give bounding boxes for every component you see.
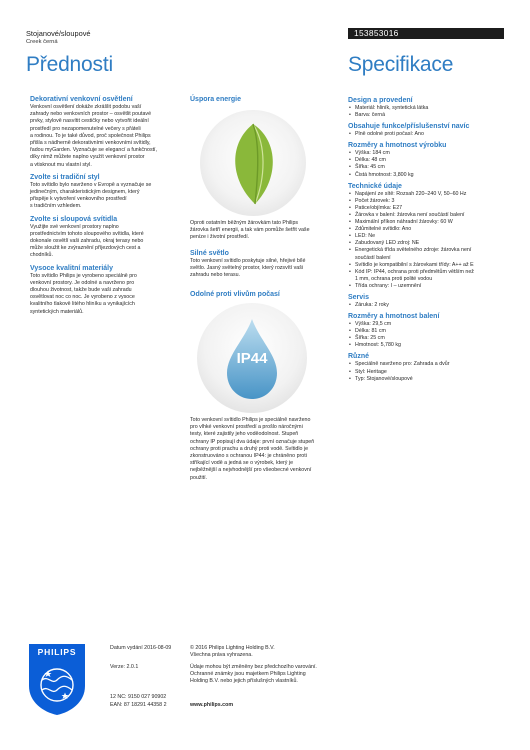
feature-text <box>30 224 180 260</box>
text-line: Toto svítidlo Philips je vyrobeno speciálně pro <box>30 272 137 279</box>
feature-text <box>30 182 180 211</box>
text-line: díky nimž můžete naplno využít venkovní prostor <box>30 154 145 161</box>
spec-item: • Záruka: 2 roky <box>348 302 504 309</box>
text-line: přišla s nádherně dekorativními venkovními svítidly, <box>30 140 151 147</box>
spec-item-continued: součástí balení <box>355 254 391 261</box>
spec-item: • Čistá hmotnost: 3,800 kg <box>348 172 504 179</box>
footer-version: Verze: 2.0.1 <box>110 664 139 670</box>
features-column-1 <box>30 95 180 320</box>
text-line: a vtisknout mu vlastní styl. <box>30 161 92 168</box>
philips-shield-logo <box>26 642 88 716</box>
text-line: Venkovní osvětlení dokáže zkrášlit podobu vaší <box>30 104 142 110</box>
product-color: Creek černá <box>26 39 58 45</box>
text-line: nejběžnější a nejvhodnější pro všeobecné venkovní <box>190 467 312 474</box>
ip44-badge: IP44 <box>236 350 268 367</box>
text-line: řadou myGarden. Vyznačuje se elegancí a funkčností, <box>30 147 158 154</box>
spec-section-title: Různé <box>348 353 369 361</box>
spec-item: • Svítidlo je kompatibilní s žárovkami třídy: A++ až E <box>348 262 504 269</box>
text-line: syntetických materiálů. <box>30 308 84 315</box>
feature-text <box>30 104 180 169</box>
text-line: Toto venkovní svítidlo poskytuje silné, hřejivé bílé <box>190 258 306 264</box>
feature-text <box>190 258 340 280</box>
text-line: peníze i životní prostředí. <box>190 234 250 241</box>
spec-item: • Patice/objímka: E27 <box>348 205 504 212</box>
text-line: s tradičním vzhledem. <box>30 203 82 210</box>
spec-item: • Šířka: 25 cm <box>348 335 504 342</box>
spec-item: • Maximální příkon náhradní žárovky: 60 W <box>348 219 504 226</box>
philips-logo-text: PHILIPS <box>37 647 77 657</box>
spec-section <box>348 96 504 119</box>
energy-text <box>190 220 340 242</box>
footer-copyright <box>190 645 275 659</box>
text-line: testy, které zajistily jeho voděodolnost. Stupeň <box>190 431 299 438</box>
text-line: venkovní prostory. Je odolné a navrženo pro <box>30 279 135 286</box>
feature-block <box>30 215 180 260</box>
text-line: Holding B.V. nebo jejich příslušných vlastníků. <box>190 678 298 685</box>
text-line: Údaje mohou být změněny bez předchozího varování. <box>190 664 317 670</box>
spec-section <box>348 312 504 349</box>
spec-section <box>348 352 504 382</box>
text-line: Oproti ostatním běžným žárovkám tato Philips <box>190 220 299 226</box>
feature-title: Silné světlo <box>190 250 229 257</box>
spec-section-title: Design a provedení <box>348 97 413 104</box>
spec-item: • Barva: černá <box>348 112 504 119</box>
spec-item: • Zabudovaný LED zdroj: NE <box>348 240 504 247</box>
spec-section-title: Technické údaje <box>348 182 402 190</box>
spec-item: • Kód IP: IP44, ochrana proti předmětům větším než <box>348 269 504 276</box>
feature-title: Zvolte si sloupová svítidla <box>30 215 118 223</box>
feature-ip <box>190 290 340 299</box>
spec-section-title: Rozměry a hmotnost balení <box>348 313 440 321</box>
feature-title: Zvolte si tradiční styl <box>30 173 100 181</box>
product-type: Stojanové/sloupové <box>26 29 91 38</box>
text-line: © 2016 Philips Lighting Holding B.V. <box>190 645 275 651</box>
text-line: zahradu nebo terasu. <box>190 272 241 279</box>
text-line: Toto svítidlo bylo navrženo v Evropě a vyznačuje se <box>30 181 152 188</box>
spec-item: • Styl: Heritage <box>348 369 504 376</box>
text-line: kvalitního tlakově litého hliníku a vynikajících <box>30 301 135 308</box>
text-line: může sloužit ke zvýraznění příjezdových cest a <box>30 245 141 252</box>
spec-item-continued: 1 mm, ochrana proti polité vodou <box>355 275 433 282</box>
feature-title: Úspora energie <box>190 96 241 103</box>
feature-energy <box>190 95 340 104</box>
text-line: a rodinou. To je také důvod, proč společnost Philips <box>30 132 151 139</box>
feature-text <box>30 273 180 316</box>
feature-title: Vysoce kvalitní materiály <box>30 264 114 272</box>
spec-item: • Typ: Stojanové/sloupové <box>348 376 504 383</box>
text-line: Všechna práva vyhrazena. <box>190 652 253 659</box>
text-line: Ochranné známky jsou majetkem Philips Lighting <box>190 671 306 678</box>
spec-item: • Plně odolné proti počasí: Ano <box>348 131 504 138</box>
spec-item: • Délka: 81 cm <box>348 328 504 335</box>
footer-website-link[interactable]: www.philips.com <box>190 702 234 708</box>
footer-ean: EAN: 87 18291 44358 2 <box>110 702 167 708</box>
energy-leaf-image <box>200 110 306 216</box>
spec-item: • Speciálně navrženo pro: Zahrada a dvůr <box>348 361 504 368</box>
text-line: dlouhou životnost, takže bude vaši zahradu <box>30 287 132 294</box>
spec-item: • Počet žárovek: 3 <box>348 198 504 205</box>
feature-block <box>30 95 180 169</box>
spec-item: • Zdůmitelné svítidlo: Ano <box>348 226 504 233</box>
text-line: dokonale osvětlí vaši zahradu, okraj terasy nebo <box>30 238 144 245</box>
ip44-image <box>197 303 307 413</box>
spec-item: • Energetická třída světelného zdroje: žárovka není <box>348 247 504 254</box>
footer-date: Datum vydání 2016-08-09 <box>110 645 172 651</box>
feature-white-light <box>190 249 340 280</box>
feature-title: Odolné proti vlivům počasí <box>190 291 280 298</box>
feature-block <box>30 264 180 316</box>
text-line: osvětlovat noc co noc. Je vyrobeno z vysoce <box>30 294 135 301</box>
spec-section <box>348 122 504 138</box>
title-specs: Specifikace <box>348 53 454 76</box>
text-line: ochrany IP popisují dva údaje: první označuje stupeň <box>190 438 315 445</box>
spec-section-title: Obsahuje funkce/příslušenství navíc <box>348 123 470 131</box>
text-line: zkonstruováno s ochranou IP44: je chráněno proti <box>190 453 307 460</box>
spec-item: • Třída ochrany: I – uzemnění <box>348 283 504 290</box>
ip-text <box>190 417 340 482</box>
spec-item: • Výška: 184 cm <box>348 150 504 157</box>
spec-section-title: Rozměry a hmotnost výrobku <box>348 142 447 150</box>
footer-disclaimer <box>190 664 317 686</box>
text-line: jedinečným, charakteristickým designem, který <box>30 189 140 196</box>
feature-block <box>30 173 180 211</box>
text-line: použití. <box>190 474 208 481</box>
spec-item: • Šířka: 45 cm <box>348 164 504 171</box>
text-line: zahrady nebo venkovních prostor – osvětlit poutavé <box>30 111 152 118</box>
footer-12nc: 12 NC: 9150 027 90902 <box>110 694 167 700</box>
text-line: pro vlhké venkovní prostředí a prošlo náročnými <box>190 424 303 431</box>
spec-item: • Délka: 48 cm <box>348 157 504 164</box>
product-header <box>26 29 91 46</box>
text-line: prostřednictvím tohoto sloupového svítidla, které <box>30 230 144 237</box>
spec-section-title: Servis <box>348 293 370 301</box>
specifications-column <box>348 93 504 383</box>
text-line: Využijte své venkovní prostory naplno <box>30 223 119 230</box>
spec-item: • LED: Ne <box>348 233 504 240</box>
text-line: prostředí pro nezapomenutelné večery s přáteli <box>30 125 141 132</box>
spec-item: • Napájení ze sítě: Rozsah 220–240 V, 50–60 Hz <box>348 191 504 198</box>
text-line: ochrany proti prachu a druhý proti vodě. Svítidlo je <box>190 445 309 452</box>
text-line: Toto venkovní svítidlo Philips je speciálně navrženo <box>190 417 311 423</box>
text-line: žárovka šetří energii, a tak vám pomůže šetřit vaše <box>190 227 310 234</box>
text-line: světlo. Jasný světelný prostor, který rozsvítí vaši <box>190 265 304 272</box>
text-line: přispěje k vytvoření venkovního prostředí <box>30 196 127 203</box>
text-line: chodníků. <box>30 252 53 259</box>
spec-section <box>348 293 504 309</box>
feature-title: Dekorativní venkovní osvětlení <box>30 96 133 103</box>
spec-item: • Hmotnost: 5,780 kg <box>348 342 504 349</box>
product-code: 153853016 <box>354 28 399 38</box>
spec-section <box>348 182 504 290</box>
spec-item: • Materiál: hliník, syntetická látka <box>348 105 504 112</box>
title-features: Přednosti <box>26 53 113 76</box>
spec-section <box>348 141 504 178</box>
spec-item: • Výška: 29,5 cm <box>348 321 504 328</box>
text-line: stříkající vodě a jedná se o výrobek, který je <box>190 460 294 467</box>
spec-item: • Žárovka v balení: žárovka není součástí balení <box>348 212 504 219</box>
leaf-icon <box>200 110 306 216</box>
text-line: prvky, stylově nasvítit cestičky nebo vytvořit ideální <box>30 118 149 125</box>
